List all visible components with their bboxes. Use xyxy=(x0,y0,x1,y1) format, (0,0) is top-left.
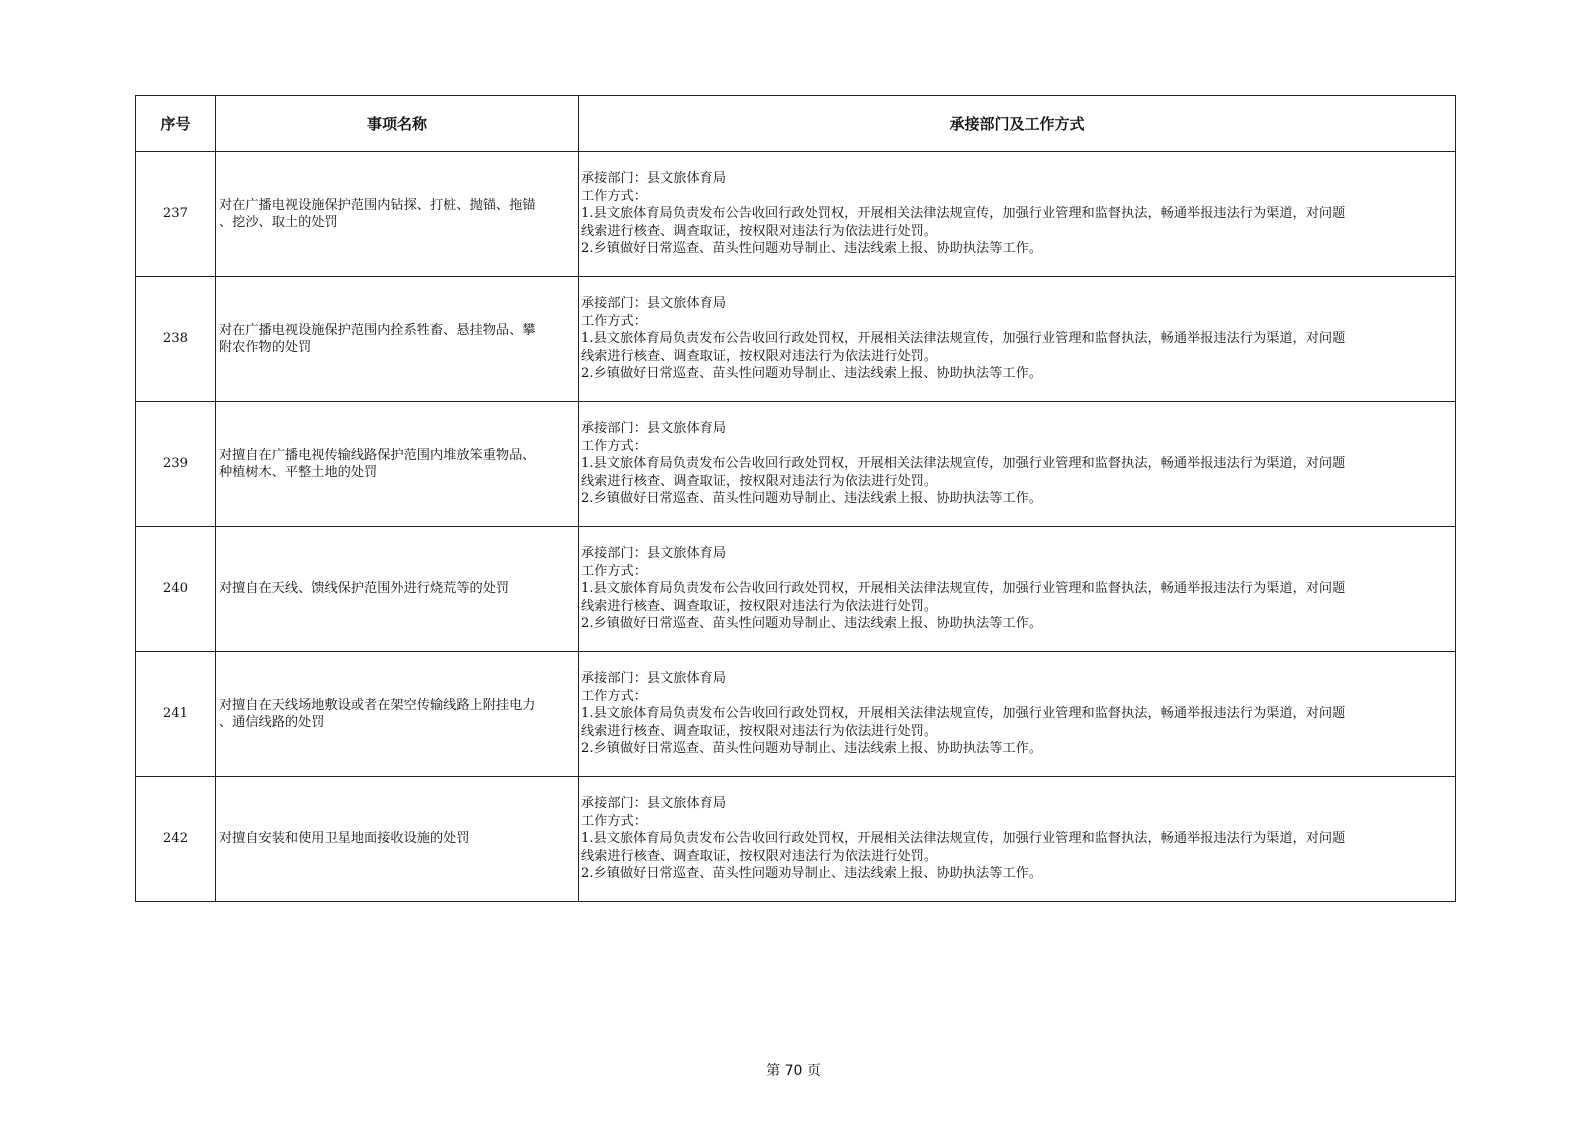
dept-method-line: 1.县文旅体育局负责发布公告收回行政处罚权，开展相关法律法规宣传，加强行业管理和监督执法，畅通举报违法行为渠道，对问题 xyxy=(581,456,1346,472)
table-row xyxy=(136,152,1456,277)
table-row xyxy=(136,527,1456,652)
row-item-name xyxy=(216,402,579,527)
dept-method-line: 承接部门：县文旅体育局 xyxy=(581,296,727,312)
row-dept-method xyxy=(579,652,1456,777)
item-name-line: 对擅自在天线场地敷设或者在架空传输线路上附挂电力 xyxy=(219,697,536,713)
dept-method-line: 线索进行核查、调查取证，按权限对违法行为依法进行处罚。 xyxy=(581,598,938,614)
row-seq: 237 xyxy=(136,152,216,277)
row-dept-method xyxy=(579,777,1456,902)
dept-method-line: 1.县文旅体育局负责发布公告收回行政处罚权，开展相关法律法规宣传，加强行业管理和监督执法，畅通举报违法行为渠道，对问题 xyxy=(581,706,1346,722)
table-row xyxy=(136,652,1456,777)
dept-method-line: 工作方式： xyxy=(581,688,647,704)
item-name-line: 、挖沙、取土的处罚 xyxy=(219,215,338,230)
table-row xyxy=(136,777,1456,902)
header-dept: 承接部门及工作方式 xyxy=(579,96,1456,152)
dept-method-line: 工作方式： xyxy=(581,813,647,829)
item-name-line: 对擅自在天线、馈线保护范围外进行烧荒等的处罚 xyxy=(219,581,510,597)
row-seq: 240 xyxy=(136,527,216,652)
table-body xyxy=(136,152,1456,902)
dept-method-line: 1.县文旅体育局负责发布公告收回行政处罚权，开展相关法律法规宣传，加强行业管理和监督执法，畅通举报违法行为渠道，对问题 xyxy=(581,206,1346,222)
header-row xyxy=(136,96,1456,152)
dept-method-line: 承接部门：县文旅体育局 xyxy=(581,546,727,562)
dept-method-line: 线索进行核查、调查取证，按权限对违法行为依法进行处罚。 xyxy=(581,473,938,489)
row-dept-method xyxy=(579,402,1456,527)
row-seq: 241 xyxy=(136,652,216,777)
dept-method-line: 1.县文旅体育局负责发布公告收回行政处罚权，开展相关法律法规宣传，加强行业管理和监督执法，畅通举报违法行为渠道，对问题 xyxy=(581,831,1346,847)
row-item-name xyxy=(216,527,579,652)
table-row xyxy=(136,402,1456,527)
dept-method-line: 1.县文旅体育局负责发布公告收回行政处罚权，开展相关法律法规宣传，加强行业管理和监督执法，畅通举报违法行为渠道，对问题 xyxy=(581,331,1346,347)
item-name-line: 种植树木、平整土地的处罚 xyxy=(219,465,378,480)
item-name-line: 、通信线路的处罚 xyxy=(219,715,325,730)
item-name-line: 附农作物的处罚 xyxy=(219,340,312,355)
row-item-name xyxy=(216,277,579,402)
table-row xyxy=(136,277,1456,402)
dept-method-line: 工作方式： xyxy=(581,563,647,579)
row-seq: 242 xyxy=(136,777,216,902)
table-header xyxy=(136,96,1456,152)
row-item-name xyxy=(216,152,579,277)
item-name-line: 对在广播电视设施保护范围内拴系牲畜、悬挂物品、攀 xyxy=(219,322,536,338)
dept-method-line: 2.乡镇做好日常巡查、苗头性问题劝导制止、违法线索上报、协助执法等工作。 xyxy=(581,616,1042,632)
header-name: 事项名称 xyxy=(216,96,579,152)
dept-method-line: 承接部门：县文旅体育局 xyxy=(581,671,727,687)
dept-method-line: 线索进行核查、调查取证，按权限对违法行为依法进行处罚。 xyxy=(581,223,938,239)
row-dept-method xyxy=(579,152,1456,277)
dept-method-line: 工作方式： xyxy=(581,188,647,204)
row-item-name xyxy=(216,652,579,777)
dept-method-line: 工作方式： xyxy=(581,313,647,329)
matters-table xyxy=(135,95,1456,902)
item-name-line: 对擅自安装和使用卫星地面接收设施的处罚 xyxy=(219,831,470,847)
dept-method-line: 2.乡镇做好日常巡查、苗头性问题劝导制止、违法线索上报、协助执法等工作。 xyxy=(581,366,1042,382)
dept-method-line: 承接部门：县文旅体育局 xyxy=(581,421,727,437)
dept-method-line: 2.乡镇做好日常巡查、苗头性问题劝导制止、违法线索上报、协助执法等工作。 xyxy=(581,741,1042,757)
row-dept-method xyxy=(579,277,1456,402)
row-seq: 238 xyxy=(136,277,216,402)
row-dept-method xyxy=(579,527,1456,652)
dept-method-line: 工作方式： xyxy=(581,438,647,454)
row-seq: 239 xyxy=(136,402,216,527)
row-item-name xyxy=(216,777,579,902)
dept-method-line: 线索进行核查、调查取证，按权限对违法行为依法进行处罚。 xyxy=(581,723,938,739)
header-seq: 序号 xyxy=(136,96,216,152)
dept-method-line: 线索进行核查、调查取证，按权限对违法行为依法进行处罚。 xyxy=(581,848,938,864)
item-name-line: 对在广播电视设施保护范围内钻探、打桩、抛锚、拖锚 xyxy=(219,197,536,213)
item-name-line: 对擅自在广播电视传输线路保护范围内堆放笨重物品、 xyxy=(219,447,536,463)
dept-method-line: 2.乡镇做好日常巡查、苗头性问题劝导制止、违法线索上报、协助执法等工作。 xyxy=(581,866,1042,882)
page-number: 第 70 页 xyxy=(766,1063,821,1079)
dept-method-line: 线索进行核查、调查取证，按权限对违法行为依法进行处罚。 xyxy=(581,348,938,364)
dept-method-line: 2.乡镇做好日常巡查、苗头性问题劝导制止、违法线索上报、协助执法等工作。 xyxy=(581,241,1042,257)
dept-method-line: 1.县文旅体育局负责发布公告收回行政处罚权，开展相关法律法规宣传，加强行业管理和监督执法，畅通举报违法行为渠道，对问题 xyxy=(581,581,1346,597)
dept-method-line: 承接部门：县文旅体育局 xyxy=(581,796,727,812)
dept-method-line: 承接部门：县文旅体育局 xyxy=(581,171,727,187)
dept-method-line: 2.乡镇做好日常巡查、苗头性问题劝导制止、违法线索上报、协助执法等工作。 xyxy=(581,491,1042,507)
